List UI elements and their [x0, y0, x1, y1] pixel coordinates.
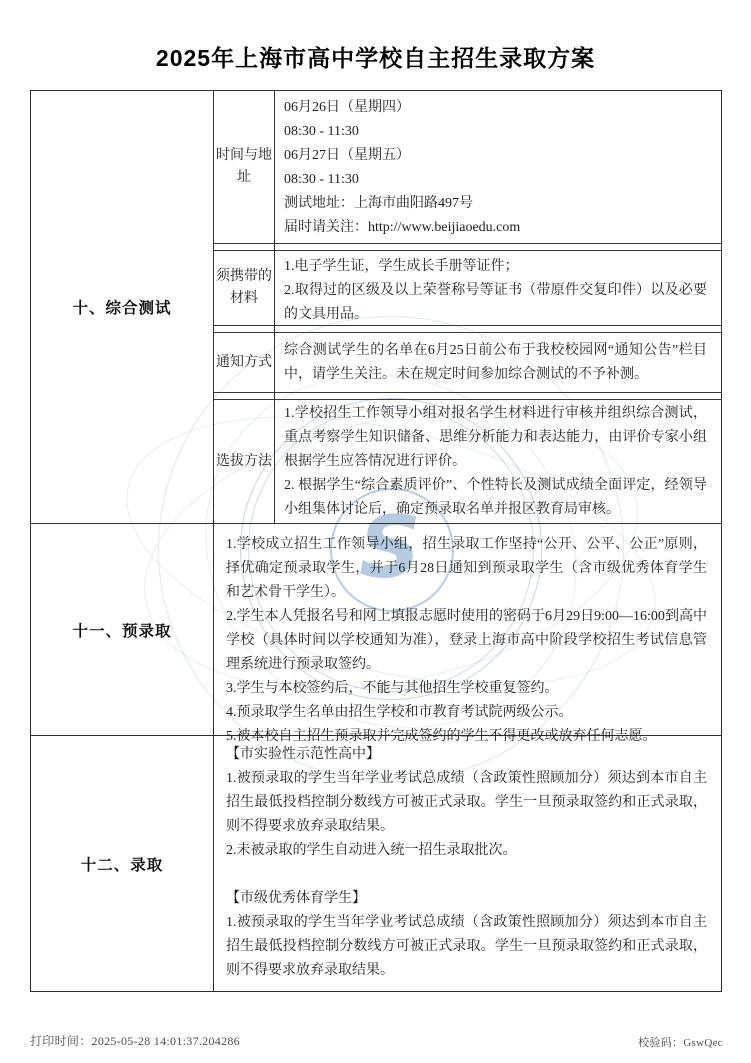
text-heading: 【市实验性示范性高中】	[226, 747, 380, 762]
section-content	[214, 91, 721, 523]
row-label: 通知方式	[216, 354, 272, 370]
section-label-cell	[31, 736, 214, 991]
section-label: 十一、预录取	[72, 622, 172, 640]
row-label: 须携带的材料	[216, 269, 272, 306]
section-label-cell	[31, 91, 214, 523]
row-selection-method	[214, 399, 721, 523]
row-body	[274, 400, 721, 523]
page-title: 2025年上海市高中学校自主招生录取方案	[155, 45, 596, 71]
text-line: 08:30 - 11:30	[284, 172, 359, 187]
row-required-materials	[214, 250, 721, 326]
text-line: 1.被预录取的学生当年学业考试总成绩（含政策性照顾加分）须达到本市自主招生最低投档控制分数线方可被正式录取。学生一旦预录取签约和正式录取，则不得要求放弃录取结果。	[226, 915, 707, 978]
section-label-cell	[31, 524, 214, 735]
section-body	[214, 736, 721, 983]
section-label: 十二、录取	[80, 856, 164, 874]
section-comprehensive-test	[31, 91, 721, 523]
row-notification-method	[214, 332, 721, 393]
text-line: 1.学校成立招生工作领导小组，招生录取工作坚持“公开、公平、公正”原则，择优确定预录取学生，并于6月28日通知到预录取学生（含市级优秀体育学生和艺术骨干学生）。	[226, 537, 707, 600]
text-line: 2.学生本人凭报名号和网上填报志愿时使用的密码于6月29日9:00—16:00到高中学校（具体时间以学校通知为准），登录上海市高中阶段学校招生考试信息管理系统进行预录取签约。	[226, 609, 707, 672]
print-time-value: 2025-05-28 14:01:37.204286	[91, 1034, 240, 1048]
text-line: 测试地址：上海市曲阳路497号	[284, 196, 473, 211]
watermark-s-logo: S	[359, 498, 421, 598]
section-content	[214, 524, 721, 744]
text-line: 3.学生与本校签约后，不能与其他招生学校重复签约。	[226, 681, 559, 696]
row-time-and-address	[214, 91, 721, 244]
text-line: 1.电子学生证，学生成长手册等证件；	[284, 259, 519, 274]
text-line: 2.未被录取的学生自动进入统一招生录取批次。	[226, 843, 517, 858]
print-time-label: 打印时间：	[30, 1034, 92, 1048]
section-body	[214, 524, 721, 749]
text-line: 06月27日（星期五）	[284, 148, 410, 163]
text-line: 1.被预录取的学生当年学业考试总成绩（含政策性照顾加分）须达到本市自主招生最低投档控制分数线方可被正式录取。学生一旦预录取签约和正式录取，则不得要求放弃录取结果。	[226, 771, 707, 834]
text-line: 4.预录取学生名单由招生学校和市教育考试院两级公示。	[226, 705, 573, 720]
section-pre-admission	[31, 523, 721, 744]
print-time	[30, 1032, 240, 1049]
blank-line	[226, 863, 707, 887]
text-line: 06月26日（星期四）	[284, 100, 410, 115]
row-body	[274, 251, 721, 325]
text-line: 2. 根据学生“综合素质评价”、个性特长及测试成绩全面评定，经领导小组集体讨论后，确定预录取名单并报区教育局审核。	[284, 478, 707, 517]
text-heading: 【市级优秀体育学生】	[226, 891, 366, 906]
row-body	[274, 333, 721, 392]
text-line: 08:30 - 11:30	[284, 124, 359, 139]
text-line: 5.被本校自主招生预录取并完成签约的学生不得更改或放弃任何志愿。	[226, 729, 657, 744]
text-line: 1.学校招生工作领导小组对报名学生材料进行审核并组织综合测试，重点考察学生知识储备、思维分析能力和表达能力，由评价专家小组根据学生应答情况进行评价。	[284, 406, 707, 469]
section-label: 十、综合测试	[72, 300, 172, 317]
row-label: 时间与地址	[216, 148, 272, 185]
section-content	[214, 736, 721, 991]
text-line-url: 届时请关注：http://www.beijiaoedu.com	[284, 220, 521, 235]
row-body	[274, 91, 721, 243]
checksum-value: GswQec	[683, 1037, 723, 1049]
admission-plan-table	[30, 90, 722, 992]
checksum	[638, 1034, 723, 1050]
section-admission	[31, 735, 721, 991]
checksum-label: 校验码：	[638, 1037, 684, 1049]
text-line: 综合测试学生的名单在6月25日前公布于我校校园网“通知公告”栏目中，请学生关注。未在规定时间参加综合测试的不予补测。	[284, 343, 707, 382]
text-line: 2.取得过的区级及以上荣誉称号等证书（带原件交复印件）以及必要的文具用品。	[284, 283, 707, 322]
row-label: 选拔方法	[216, 453, 272, 469]
